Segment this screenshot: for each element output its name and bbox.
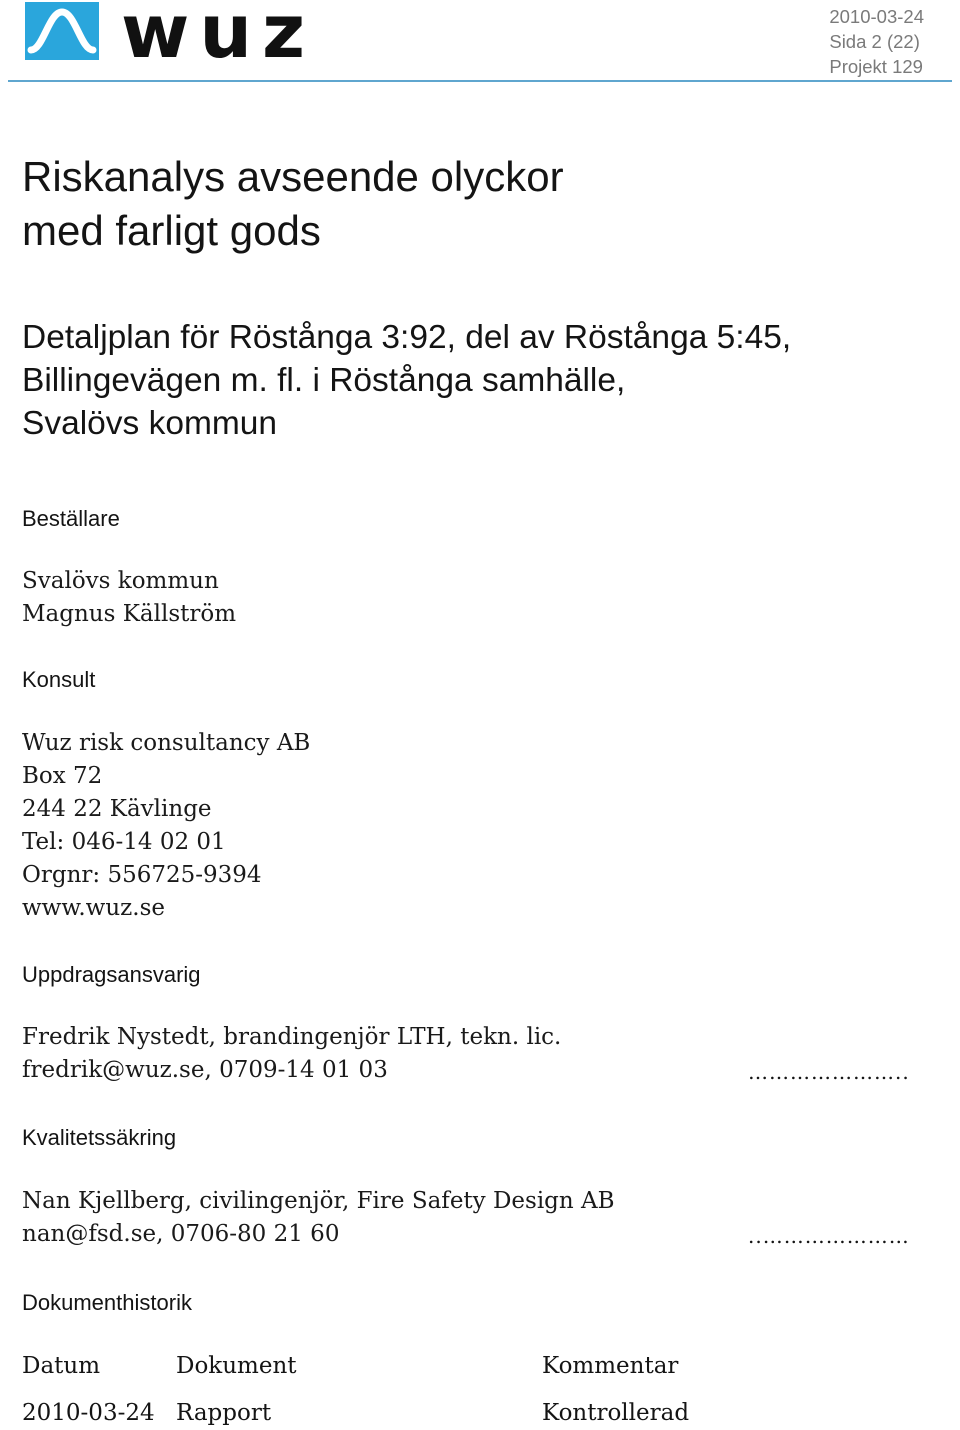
header-project: Projekt 129 bbox=[829, 56, 923, 77]
column-header-document: Dokument bbox=[176, 1353, 297, 1379]
row-document: Rapport bbox=[176, 1400, 272, 1426]
quality-signature-line: ..………………… bbox=[748, 1224, 910, 1248]
header-meta bbox=[829, 4, 924, 79]
consultant-orgnr: Orgnr: 556725-9394 bbox=[22, 862, 262, 888]
client-line-2: Magnus Källström bbox=[22, 601, 237, 627]
subtitle-line-1: Detaljplan för Röstånga 3:92, del av Röstånga 5:45, bbox=[22, 319, 792, 356]
document-title-line-2: med farligt gods bbox=[22, 207, 321, 254]
subtitle-line-3: Svalövs kommun bbox=[22, 405, 278, 442]
consultant-postal: 244 22 Kävlinge bbox=[22, 796, 212, 822]
responsible-heading: Uppdragsansvarig bbox=[22, 962, 201, 987]
quality-contact: nan@fsd.se, 0706-80 21 60 bbox=[22, 1221, 340, 1247]
client-line-1: Svalövs kommun bbox=[22, 568, 219, 594]
subtitle-line-2: Billingevägen m. fl. i Röstånga samhälle, bbox=[22, 362, 626, 399]
consultant-box: Box 72 bbox=[22, 763, 103, 789]
consultant-phone: Tel: 046-14 02 01 bbox=[22, 829, 226, 855]
client-heading: Beställare bbox=[22, 506, 120, 531]
row-date: 2010-03-24 bbox=[22, 1400, 155, 1426]
row-comment: Kontrollerad bbox=[542, 1400, 690, 1426]
header-divider bbox=[8, 80, 952, 82]
responsible-name: Fredrik Nystedt, brandingenjör LTH, tekn. lic. bbox=[22, 1024, 562, 1050]
responsible-contact: fredrik@wuz.se, 0709-14 01 03 bbox=[22, 1057, 388, 1083]
column-header-date: Datum bbox=[22, 1353, 101, 1379]
quality-heading: Kvalitetssäkring bbox=[22, 1125, 177, 1150]
consultant-heading: Konsult bbox=[22, 667, 96, 692]
header-date: 2010-03-24 bbox=[829, 6, 924, 27]
consultant-company: Wuz risk consultancy AB bbox=[22, 730, 311, 756]
quality-name: Nan Kjellberg, civilingenjör, Fire Safety Design AB bbox=[22, 1188, 615, 1214]
column-header-comment: Kommentar bbox=[542, 1353, 679, 1379]
wuz-logo bbox=[25, 2, 365, 71]
header-page-number: Sida 2 (22) bbox=[829, 31, 920, 52]
responsible-signature-line: ………………….. bbox=[748, 1060, 910, 1084]
logo-graphic bbox=[25, 2, 365, 66]
consultant-website: www.wuz.se bbox=[22, 895, 165, 921]
history-heading: Dokumenthistorik bbox=[22, 1290, 192, 1315]
logo-text: wuz bbox=[121, 2, 316, 66]
document-title-line-1: Riskanalys avseende olyckor bbox=[22, 153, 564, 200]
